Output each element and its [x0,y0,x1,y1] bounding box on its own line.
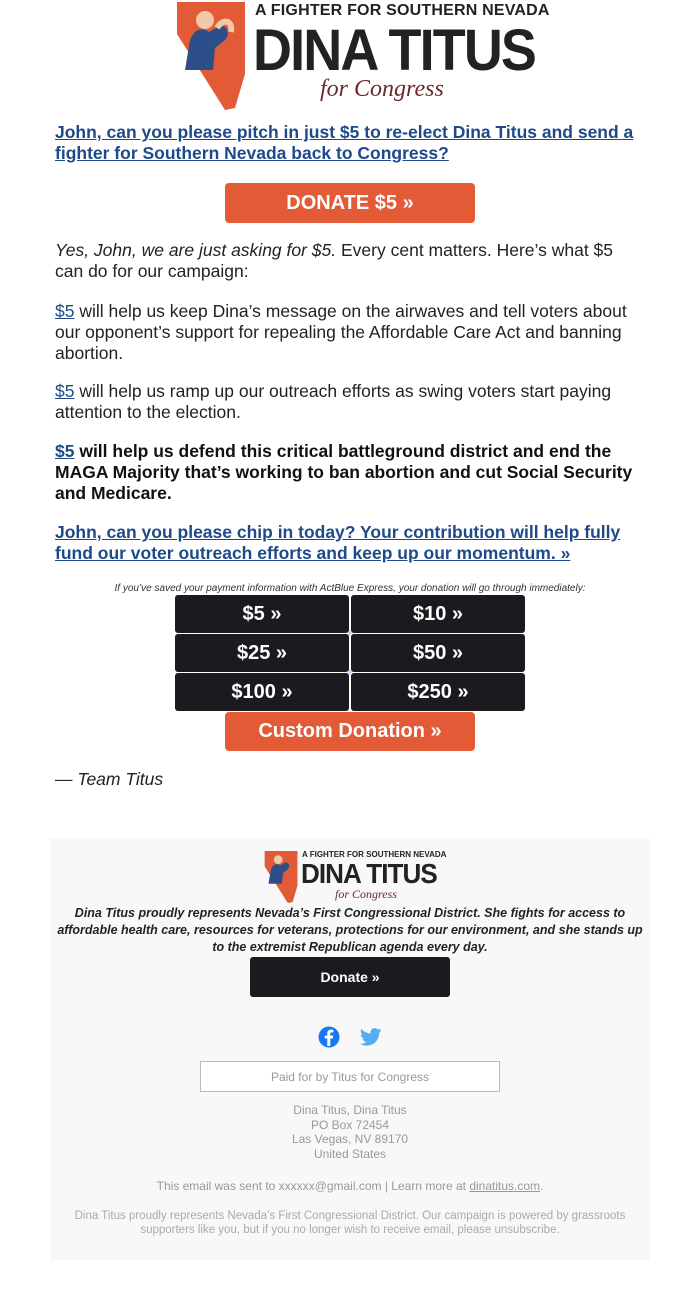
headline [55,122,645,164]
logo-subtitle: for Congress [320,76,444,102]
mailing-address [50,1103,650,1161]
intro-rest: Every cent matters. Here’s what $5 can do for our campaign: [55,240,614,281]
chip-in-link[interactable]: John, can you please chip in today? Your contribution will help fully fund our voter outreach efforts and keep up our momentum. » [55,522,621,563]
campaign-logo [175,0,550,112]
donate-5-button[interactable]: DONATE $5 » [225,183,475,223]
amount-5-button[interactable]: $5 » [175,595,349,633]
nevada-state-icon [175,0,251,112]
footer-logo [263,850,447,904]
website-link[interactable]: dinatitus.com [469,1179,541,1193]
twitter-icon[interactable] [360,1028,382,1046]
footer-donate-button[interactable]: Donate » [250,957,450,997]
sent-prefix: This email was sent to xxxxxx@gmail.com | Learn more at [156,1179,470,1193]
footer-logo-subtitle: for Congress [335,887,397,901]
sent-to-notice [50,1179,650,1193]
email-footer [50,838,650,1260]
actblue-express-note: If you’ve saved your payment information with ActBlue Express, your donation will go through immediately: [114,583,586,594]
address-line: Dina Titus, Dina Titus [293,1103,407,1117]
nevada-state-icon [263,850,301,904]
amount-100-button[interactable]: $100 » [175,673,349,711]
custom-donation-button[interactable]: Custom Donation » [225,712,475,751]
address-line: Las Vegas, NV 89170 [291,1132,409,1146]
signoff: — Team Titus [55,769,164,789]
footer-description: Dina Titus proudly represents Nevada’s First Congressional District. She fights for access to affordable health care, resources for veterans, protections for our environment, and she stands up to the extremist Republican agenda every day. [57,906,643,954]
amount-250-button[interactable]: $250 » [351,673,525,711]
headline-link[interactable]: John, can you please pitch in just $5 to re-elect Dina Titus and send a fighter for Southern Nevada back to Congress? [55,122,634,163]
point-2-text: will help us ramp up our outreach efforts as swing voters start paying attention to the election. [55,381,612,422]
intro-italic: Yes, John, we are just asking for $5. [55,240,337,260]
amount-25-button[interactable]: $25 » [175,634,349,672]
point-3 [55,441,645,504]
amount-50-button[interactable]: $50 » [351,634,525,672]
footer-logo-tagline: A FIGHTER FOR SOUTHERN NEVADA [302,850,447,859]
address-line: PO Box 72454 [310,1117,390,1132]
logo-name: DINA TITUS [253,18,536,83]
facebook-icon[interactable] [318,1026,340,1048]
donation-amount-grid [175,595,525,712]
point-3-amount-link[interactable]: $5 [55,441,75,461]
unsubscribe-notice[interactable]: Dina Titus proudly represents Nevada’s First Congressional District. Our campaign is powered by grassroots supporters like you, but if you no longer wish to receive email, please unsubscribe. [74,1210,626,1236]
intro-paragraph [55,240,645,282]
amount-10-button[interactable]: $10 » [351,595,525,633]
point-3-text: will help us defend this critical battleground district and end the MAGA Majority that’s working to ban abortion and cut Social Security and Medicare. [55,441,633,503]
chip-in-paragraph [55,522,645,564]
point-1-amount-link[interactable]: $5 [55,301,75,321]
sparkle-icon: ✦ [345,667,355,679]
paid-for-disclaimer: Paid for by Titus for Congress [200,1061,500,1092]
address-line: United States [313,1146,387,1161]
point-1 [55,301,645,364]
footer-logo-name: DINA TITUS [301,858,437,889]
point-2 [55,381,645,423]
point-2-amount-link[interactable]: $5 [55,381,75,401]
sent-suffix: . [540,1179,544,1193]
point-1-text: will help us keep Dina’s message on the airwaves and tell voters about our opponent’s support for repealing the Affordable Care Act and banning abortion. [55,301,627,363]
sparkle-icon: ✦ [345,628,355,640]
logo-tagline: A FIGHTER FOR SOUTHERN NEVADA [255,2,550,19]
